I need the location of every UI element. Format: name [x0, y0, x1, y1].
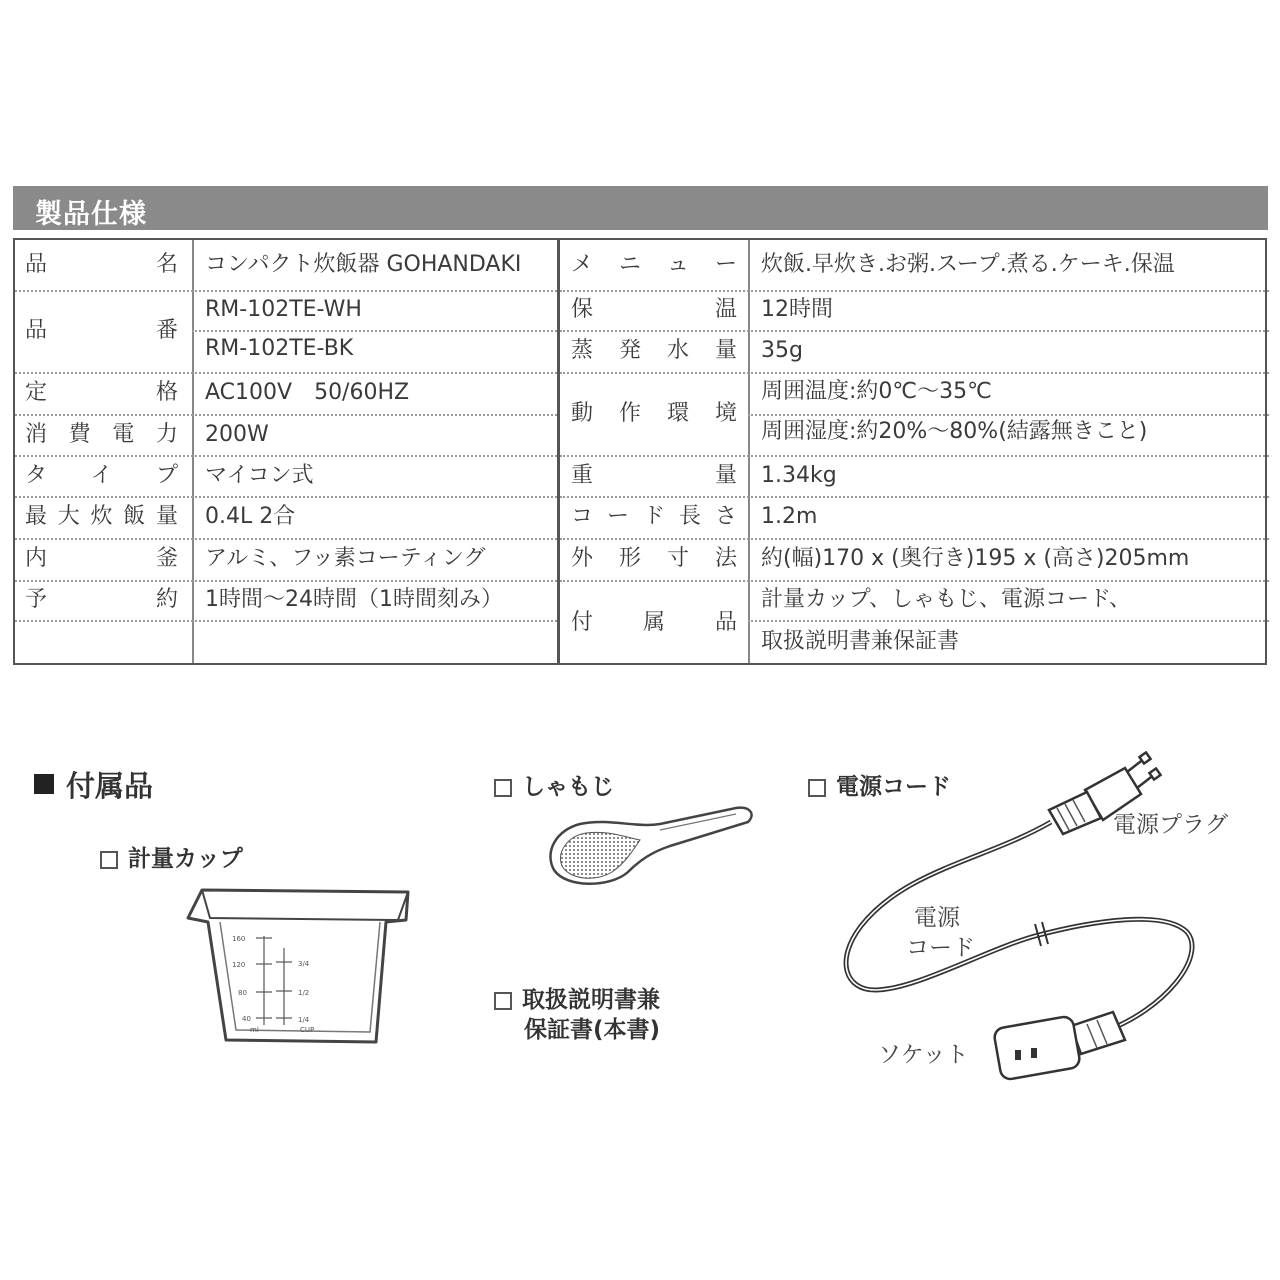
label-char: プ [155, 462, 178, 488]
label-char: 品 [714, 609, 737, 635]
accessory-cord-label: 電源コード [836, 774, 951, 800]
label-char: 量 [714, 338, 737, 363]
label-char: メ [571, 252, 594, 277]
accessories-heading [34, 764, 153, 805]
left-row-value: アルミ、フッ素コーティング [205, 546, 486, 571]
left-row-value: 1時間〜24時間（1時間刻み） [205, 587, 503, 612]
right-row-label [571, 504, 737, 530]
label-char: 水 [666, 338, 689, 363]
label-char: 釜 [155, 546, 178, 571]
cup-cup-mark: 1/2 [298, 989, 310, 997]
spec-table [13, 238, 1267, 665]
right-row-label [571, 463, 737, 489]
label-char: 作 [618, 400, 641, 426]
right-row-value: 35g [761, 338, 803, 363]
label-char: 量 [155, 504, 178, 529]
rice-spatula-illustration [540, 800, 760, 890]
right-row-label [571, 297, 737, 323]
accessory-manual-label-1: 取扱説明書兼 [522, 987, 660, 1013]
row-divider [560, 538, 1269, 540]
left-row-label [25, 252, 178, 278]
label-char: 蒸 [571, 338, 594, 363]
right-row-label [571, 252, 737, 278]
label-char: 属 [642, 609, 665, 635]
accessory-manual-label-2: 保証書(本書) [524, 1017, 661, 1043]
label-char: 炊 [90, 504, 113, 529]
cord-label-2: コード [906, 935, 975, 961]
label-char: 定 [25, 380, 48, 405]
label-char: ュ [666, 252, 689, 277]
label-char: 動 [571, 400, 594, 426]
label-char: さ [714, 504, 737, 529]
row-divider [560, 372, 1269, 374]
right-row-value: 12時間 [761, 297, 833, 322]
label-char: イ [90, 462, 113, 488]
label-char: 長 [678, 504, 701, 529]
checkbox-icon [494, 779, 512, 797]
right-row-value-2: 周囲湿度:約20%〜80%(結露無きこと) [761, 419, 1148, 444]
column-divider [557, 240, 560, 663]
label-char: 飯 [123, 504, 146, 529]
label-char: 寸 [666, 546, 689, 571]
label-char: 電 [112, 421, 135, 447]
label-char: 保 [571, 297, 594, 322]
label-char: 格 [155, 380, 178, 405]
accessory-cup [100, 840, 243, 873]
label-char: 品 [25, 252, 48, 277]
label-char: ド [642, 504, 665, 529]
row-divider [192, 330, 557, 332]
cord-label-1: 電源 [914, 905, 960, 931]
left-row-label [25, 546, 178, 572]
checkbox-icon [494, 992, 512, 1010]
label-char: 法 [714, 546, 737, 571]
label-char: 境 [714, 400, 737, 426]
cup-ml-mark: 80 [238, 989, 247, 997]
label-char: 品 [25, 318, 48, 343]
right-row-label [571, 338, 737, 364]
row-divider [15, 290, 557, 292]
label-char: 約 [155, 587, 178, 612]
column-divider [748, 240, 750, 663]
left-row-value: RM-102TE-WH [205, 297, 362, 322]
cup-ml-mark: 120 [232, 961, 246, 969]
accessories-heading-text: 付属品 [66, 769, 154, 803]
left-row-value: AC100V 50/60HZ [205, 380, 410, 405]
cup-ml-mark: 160 [232, 935, 246, 943]
accessory-manual [494, 985, 660, 1045]
checkbox-icon [100, 851, 118, 869]
left-row-label [25, 318, 178, 344]
accessory-cup-label: 計量カップ [128, 846, 243, 872]
label-char: 内 [25, 546, 48, 571]
socket-label: ソケット [878, 1042, 969, 1068]
row-divider [15, 372, 557, 374]
row-divider [748, 414, 1269, 416]
label-char: 予 [25, 587, 48, 612]
left-row-value: 200W [205, 421, 269, 447]
plug-label: 電源プラグ [1113, 812, 1228, 838]
label-char: ニ [618, 252, 641, 277]
column-divider [192, 240, 194, 663]
row-divider [15, 620, 557, 622]
row-divider [560, 330, 1269, 332]
label-char: 付 [571, 609, 594, 635]
left-row-value: マイコン式 [205, 462, 314, 488]
label-char: 番 [155, 318, 178, 343]
right-row-value-2: 取扱説明書兼保証書 [761, 629, 960, 654]
cup-ml-mark: ml [250, 1026, 259, 1034]
row-divider [560, 496, 1269, 498]
right-row-value: 周囲温度:約0℃〜35℃ [761, 379, 992, 404]
checkbox-icon [808, 779, 826, 797]
left-row-value: コンパクト炊飯器 GOHANDAKI [205, 252, 522, 277]
row-divider [15, 414, 557, 416]
left-row-value-2: RM-102TE-BK [205, 336, 354, 361]
label-char: 温 [714, 297, 737, 322]
row-divider [15, 538, 557, 540]
label-char: 最 [25, 504, 48, 529]
label-char: 環 [666, 400, 689, 426]
row-divider [15, 455, 557, 457]
left-row-value: 0.4L 2合 [205, 504, 296, 529]
label-char: 重 [571, 462, 594, 488]
label-char: 形 [618, 546, 641, 571]
cup-cup-mark: 3/4 [298, 960, 310, 968]
label-char: 大 [57, 504, 80, 529]
row-divider [560, 580, 1269, 582]
left-row-label [25, 504, 178, 530]
right-row-label [571, 610, 737, 636]
left-row-label [25, 380, 178, 406]
right-row-label [571, 401, 737, 427]
left-row-label [25, 463, 178, 489]
cup-cup-mark: CUP [300, 1026, 315, 1034]
label-char: 名 [155, 252, 178, 277]
black-square-icon [34, 774, 54, 794]
spec-header-bar [13, 186, 1268, 230]
accessory-spatula-label: しゃもじ [522, 774, 614, 800]
measuring-cup-illustration [180, 880, 420, 1050]
label-char: 消 [25, 421, 48, 447]
right-row-value: 計量カップ、しゃもじ、電源コード、 [761, 587, 1132, 612]
label-char: コ [571, 504, 594, 529]
cup-cup-mark: 1/4 [298, 1016, 310, 1024]
label-char: ー [714, 252, 737, 277]
row-divider [15, 580, 557, 582]
row-divider [15, 496, 557, 498]
row-divider [560, 455, 1269, 457]
accessory-spatula [494, 768, 614, 801]
label-char: 発 [618, 338, 641, 363]
label-char: 費 [68, 421, 91, 447]
label-char: ー [606, 504, 629, 529]
right-row-label [571, 546, 737, 572]
label-char: 外 [571, 546, 594, 571]
cup-ml-mark: 40 [242, 1015, 251, 1023]
section-title: 製品仕様 [35, 199, 147, 230]
right-row-value: 1.34kg [761, 462, 837, 488]
cord-label [906, 903, 975, 963]
left-row-label [25, 422, 178, 448]
label-char: 量 [714, 462, 737, 488]
right-row-value: 約(幅)170 x (奥行き)195 x (高さ)205mm [761, 546, 1190, 571]
label-char: タ [25, 462, 48, 488]
right-row-value: 1.2m [761, 504, 818, 529]
right-row-value: 炊飯.早炊き.お粥.スープ.煮る.ケーキ.保温 [761, 252, 1175, 277]
left-row-label [25, 587, 178, 613]
label-char: 力 [155, 421, 178, 447]
row-divider [560, 290, 1269, 292]
row-divider [748, 620, 1269, 622]
